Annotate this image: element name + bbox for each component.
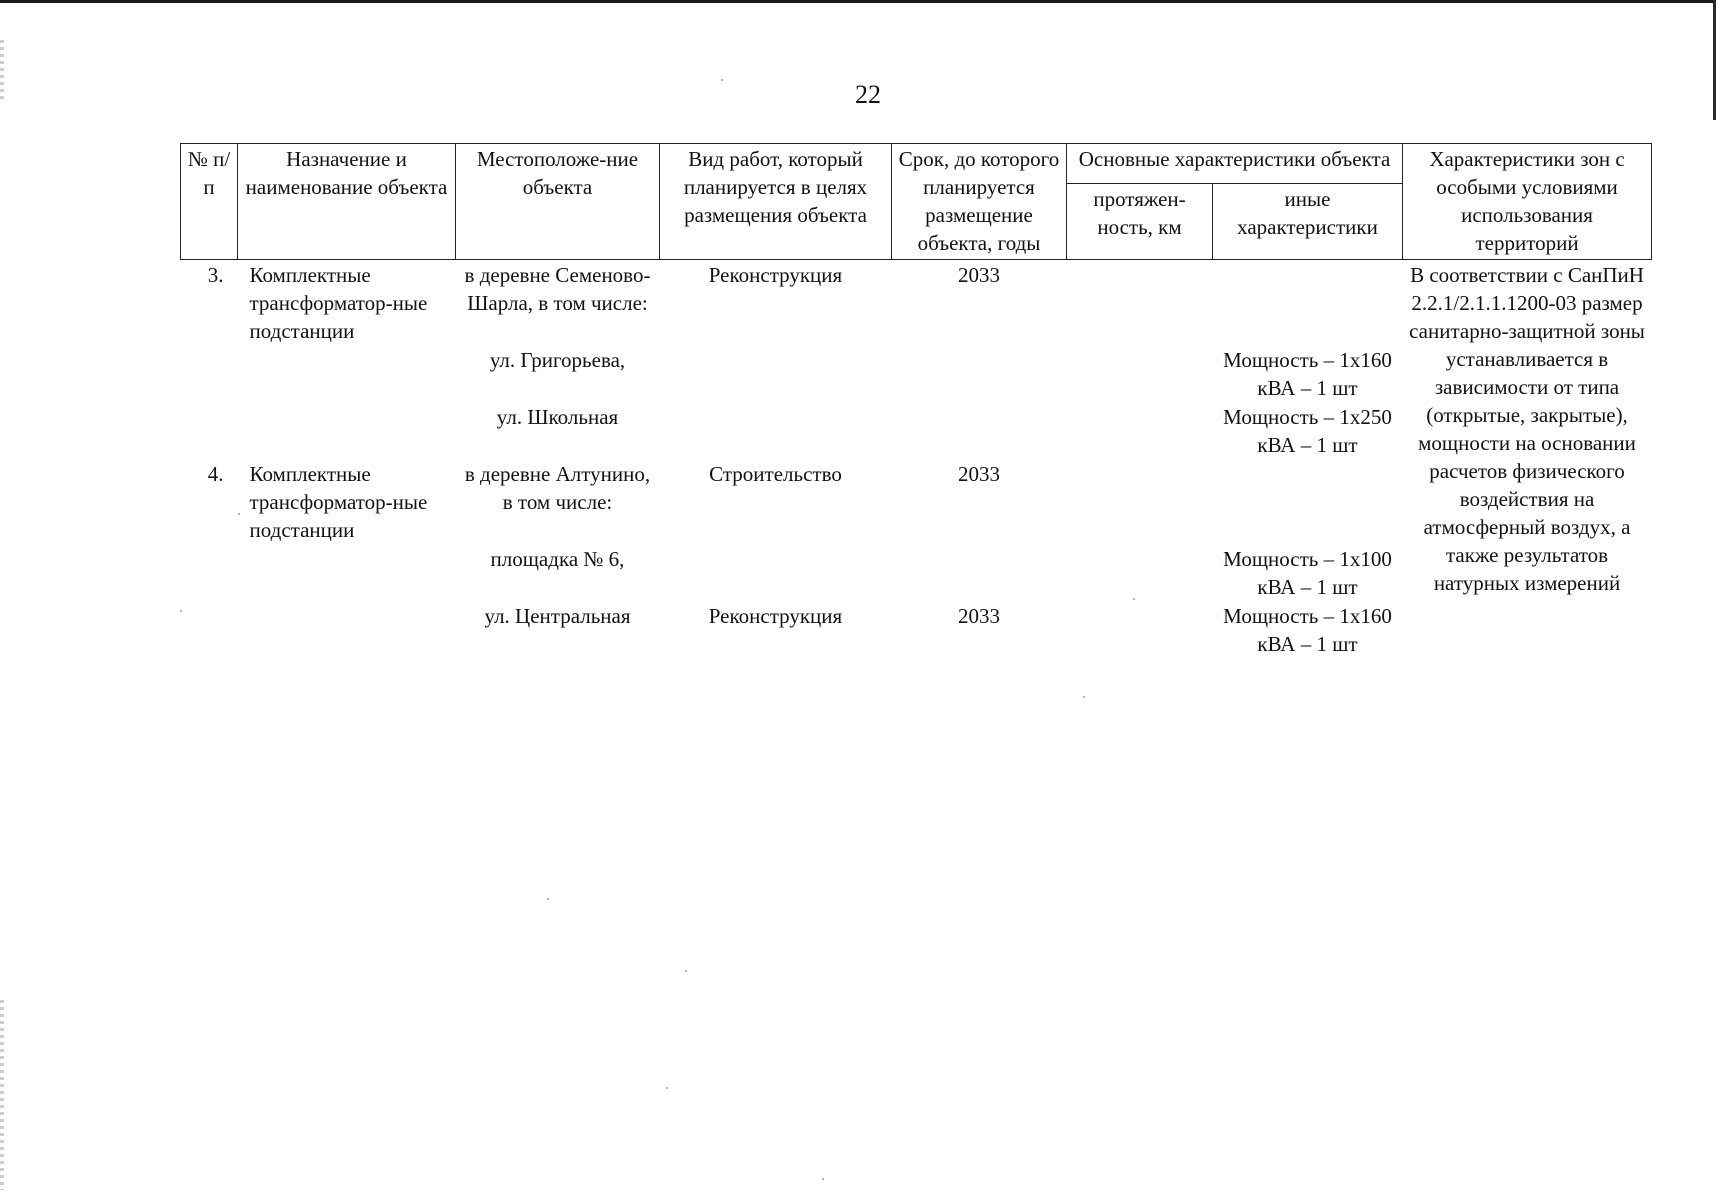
- planned-objects-table: [180, 143, 1652, 658]
- row-number: 4.: [207, 462, 224, 486]
- object-name: Комплектные трансформатор-ные подстанции: [249, 462, 428, 542]
- page-number: 22: [855, 80, 881, 109]
- term-year: 2033: [958, 604, 1000, 628]
- scan-speck: [547, 898, 549, 900]
- other-characteristics: Мощность – 1х160 кВА – 1 шт: [1223, 604, 1392, 656]
- scan-edge-mark: [0, 1000, 4, 1190]
- scan-speck: [180, 610, 182, 612]
- scan-speck: [1133, 598, 1135, 600]
- zone-characteristics: В соответствии с СанПиН 2.2.1/2.1.1.1200-03 размер санитарно-защитной зоны устанавливается в зависимости от типа (открытые, закрытые), мощности на основании расчетов физического воздействия на атмосферный воздух, а также результатов натурных измерений: [1409, 263, 1645, 595]
- object-name: Комплектные трансформатор-ные подстанции: [249, 263, 428, 343]
- other-characteristics: Мощность – 1х250 кВА – 1 шт: [1223, 405, 1392, 457]
- term-year: 2033: [958, 263, 1000, 287]
- object-location: в деревне Алтунино, в том числе:: [464, 462, 651, 514]
- term-year: 2033: [958, 462, 1000, 486]
- header-location: Местоположе-ние объекта: [456, 144, 660, 260]
- header-other-characteristics: иные характеристики: [1213, 184, 1403, 260]
- object-location: в деревне Семеново-Шарла, в том числе:: [464, 263, 651, 315]
- work-type: Реконструкция: [708, 604, 843, 628]
- scan-speck: [1083, 696, 1085, 698]
- header-row: [181, 144, 1652, 184]
- work-type: Реконструкция: [708, 263, 843, 287]
- object-location: ул. Центральная: [484, 604, 631, 628]
- header-length: протяжен-ность, км: [1067, 184, 1213, 260]
- header-term: Срок, до которого планируется размещение объекта, годы: [892, 144, 1067, 260]
- scan-top-border: [0, 0, 1716, 3]
- object-location: площадка № 6,: [490, 547, 625, 571]
- header-work-type: Вид работ, который планируется в целях размещения объекта: [660, 144, 892, 260]
- other-characteristics: [1213, 260, 1403, 346]
- row-number: 3.: [207, 263, 224, 287]
- object-location: ул. Григорьева,: [489, 348, 626, 372]
- scan-speck: [238, 513, 240, 515]
- other-characteristics: Мощность – 1х100 кВА – 1 шт: [1223, 547, 1392, 599]
- scan-speck: [685, 970, 687, 972]
- scan-speck: [822, 1178, 824, 1180]
- header-number: № п/п: [181, 144, 238, 260]
- work-type: Строительство: [709, 462, 842, 486]
- header-name: Назначение и наименование объекта: [238, 144, 456, 260]
- scan-speck: [721, 79, 723, 81]
- header-main-characteristics: Основные характеристики объекта: [1067, 144, 1403, 184]
- other-characteristics: Мощность – 1х160 кВА – 1 шт: [1223, 348, 1392, 400]
- header-zone-characteristics: Характеристики зон с особыми условиями использования территорий: [1403, 144, 1652, 260]
- scan-speck: [666, 1087, 668, 1089]
- object-location: ул. Школьная: [496, 405, 619, 429]
- length-km: [1067, 260, 1213, 346]
- table-row: [181, 260, 1652, 346]
